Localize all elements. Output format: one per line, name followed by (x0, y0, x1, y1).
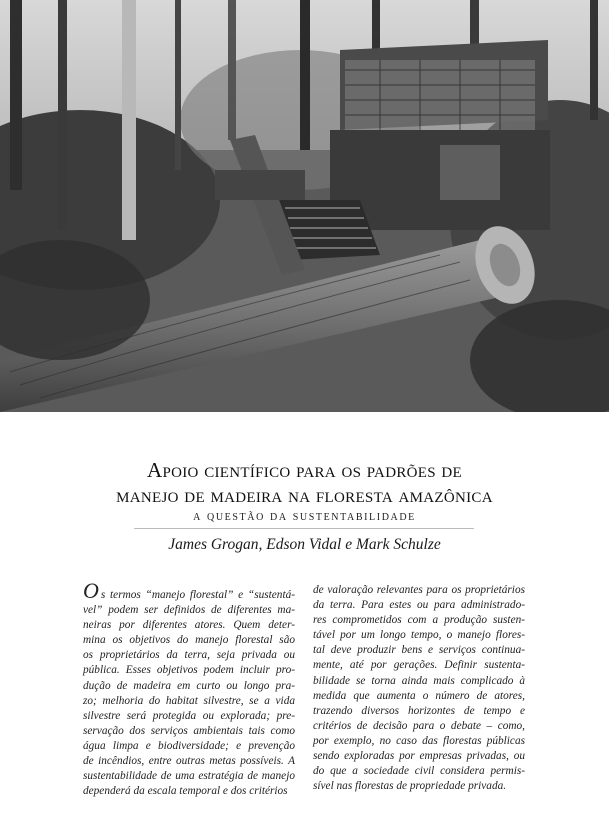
right-column-line: res comprometidos com a produção susten- (313, 614, 525, 627)
left-column-line: Os termos “manejo florestal” e “sustentá- (83, 578, 295, 603)
left-column-line: zo; melhoria do habitat silvestre, se a vida (83, 694, 295, 707)
article-authors: James Grogan, Edson Vidal e Mark Schulze (168, 536, 441, 553)
left-column-line: mina os objetivos do manejo florestal são (83, 634, 295, 647)
left-column-line: sustentabilidade de uma estratégia de manejo (83, 770, 295, 783)
right-column-line: bilidade se torna ainda mais complicado à (313, 674, 525, 687)
left-column-line: dução de madeira em curto ou longo pra- (83, 679, 295, 692)
article-title-line-1: Apoio científico para os padrões de (146, 458, 463, 482)
left-column-line: os proprietários da terra, seja privada ou (83, 649, 295, 662)
right-column-line: do que a sociedade civil considera permis- (313, 765, 525, 778)
left-column-line: silvestre será protegida ou explorada; pre- (83, 709, 295, 722)
left-column-line: neiras por diferentes atores. Quem deter- (83, 619, 295, 632)
right-column-line: mente, até por gerações. Definir sustenta- (313, 659, 525, 672)
left-column-line: pública. Esses objetivos podem incluir pro- (83, 664, 295, 677)
right-column-line: da terra. Para estes ou para administrado- (313, 599, 525, 612)
right-column-line: trazendo diversos horizontes de tempo e (313, 704, 525, 717)
drop-cap: O (83, 578, 99, 603)
article-title-line-2: manejo de madeira na floresta amazônica (116, 483, 493, 507)
left-column-line: vel” podem ser definidos de diferentes ma- (83, 604, 295, 617)
right-column-line: sível nas florestas de propriedade privada. (313, 780, 507, 793)
right-column-line: critérios de decisão para o debate – como, (313, 719, 525, 732)
title-divider (134, 528, 474, 529)
left-column-line: de incêndios, entre outras metas possíveis. A (83, 755, 295, 768)
right-column-line: sendo exploradas por empresas privadas, ou (313, 750, 525, 763)
left-column-line: servação dos serviços ambientais tais como (83, 724, 295, 737)
body-column-right (313, 583, 525, 794)
left-column-line: água limpa e biodiversidade; e prevenção (83, 739, 295, 752)
article-subtitle: a questão da sustentabilidade (193, 509, 416, 524)
right-column-line: tável por um longo tempo, o manejo flores- (313, 629, 525, 642)
body-column-left (83, 578, 295, 799)
right-column-line: tal deve produzir bens e serviços continua- (313, 644, 525, 657)
right-column-line: medida que aumenta o número de atores, (313, 689, 525, 702)
article-title-block (40, 458, 569, 526)
right-column-line: de valoração relevantes para os proprietários (313, 584, 525, 596)
right-column-line: por exemplo, no caso das florestas públicas (313, 734, 525, 747)
left-column-line: dependerá da escala temporal e dos critérios (83, 785, 288, 798)
